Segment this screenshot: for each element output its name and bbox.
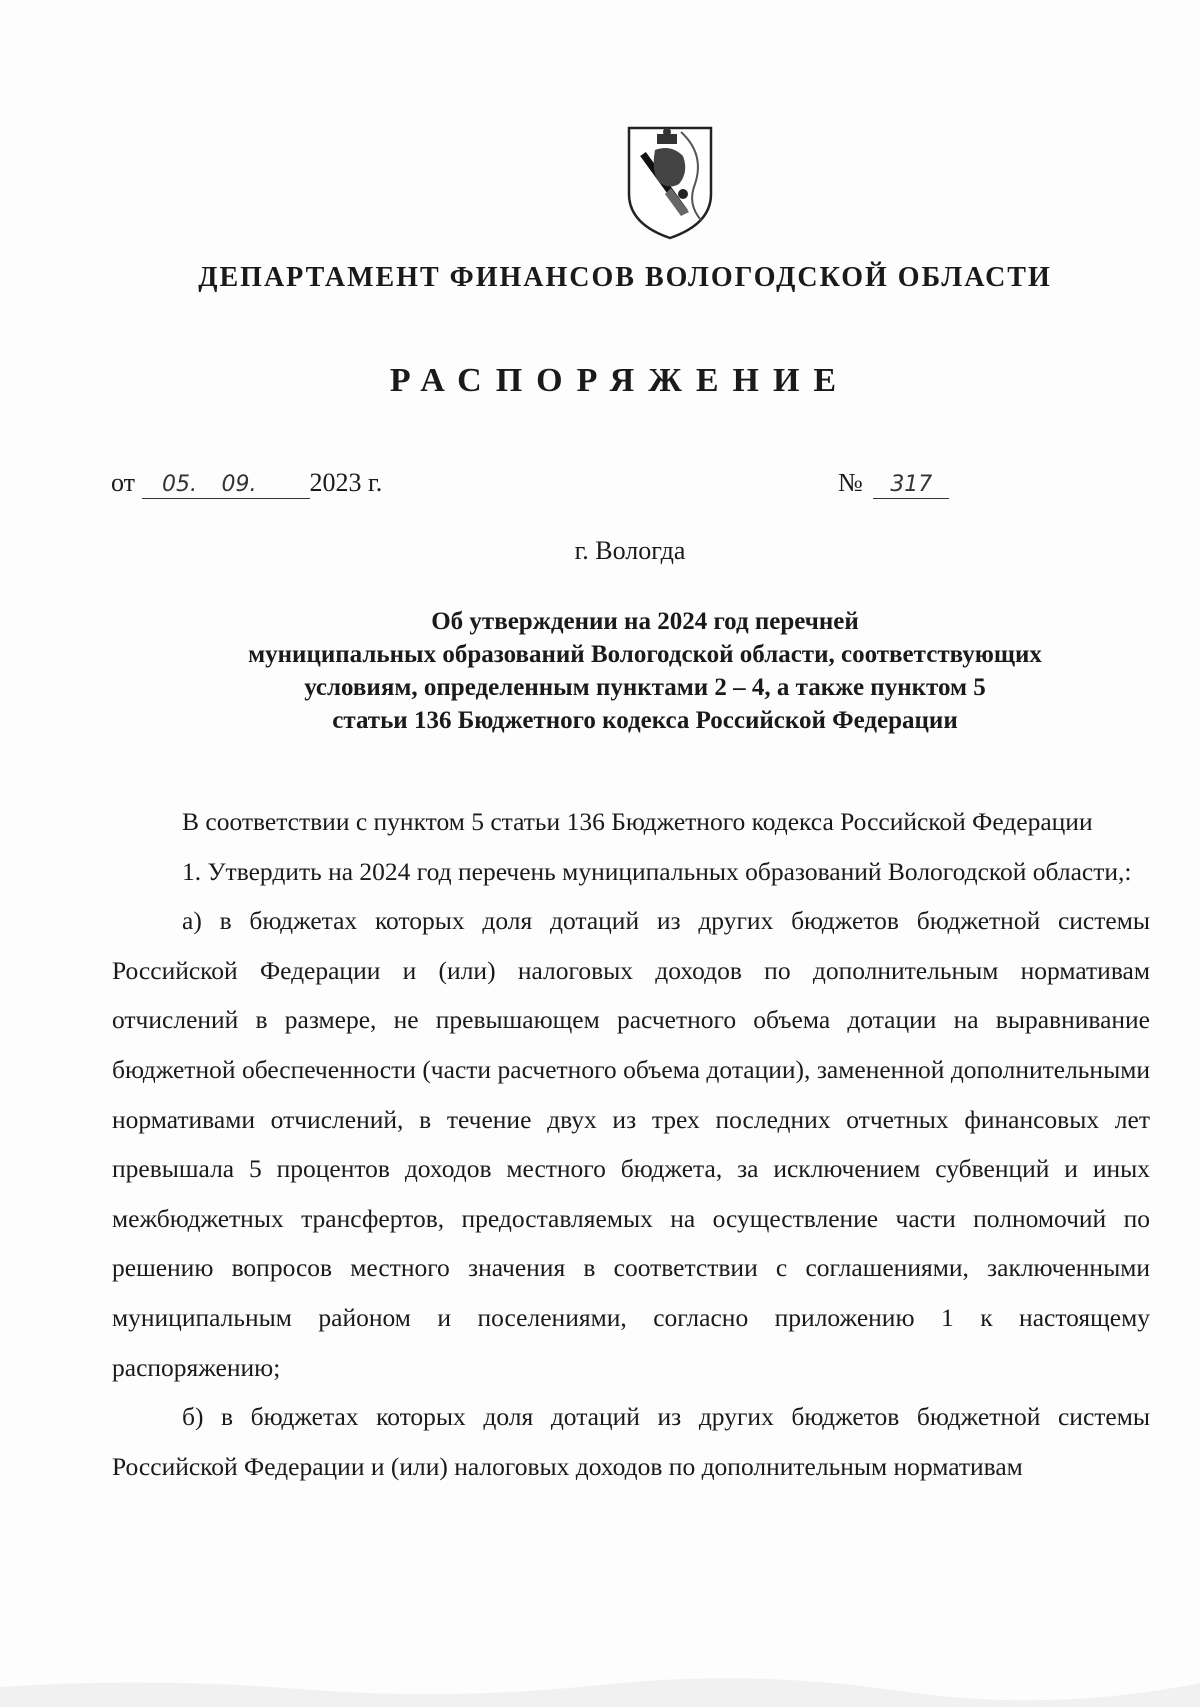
- title-line: статьи 136 Бюджетного кодекса Российской Федерации: [332, 707, 958, 734]
- document-number: [838, 468, 949, 499]
- number-prefix: №: [838, 468, 863, 497]
- handwritten-number: 317: [873, 472, 949, 499]
- title-line: условиям, определенным пунктами 2 – 4, а также пунктом 5: [304, 674, 986, 701]
- paragraph-preamble: В соответствии с пунктом 5 статьи 136 Бюджетного кодекса Российской Федерации: [182, 807, 1093, 836]
- paragraph-item-1b: б) в бюджетах которых доля дотаций из других бюджетов бюджетной системы Российской Федерации и (или) налоговых доходов по дополнительным нормативам: [112, 1402, 1150, 1481]
- handwritten-date-month: 09.: [218, 472, 310, 499]
- document-type: РАСПОРЯЖЕНИЕ: [389, 362, 851, 399]
- scan-edge-noise: [0, 1647, 1200, 1707]
- title-line: Об утверждении на 2024 год перечней: [431, 608, 859, 635]
- document-body: [112, 797, 1150, 1491]
- handwritten-date-day: 05.: [142, 472, 218, 499]
- date-year: 2023 г.: [309, 468, 383, 497]
- city: г. Вологда: [574, 536, 686, 565]
- date-prefix: от: [111, 468, 136, 497]
- coat-of-arms-icon: [625, 124, 715, 242]
- paragraph-item-1a: а) в бюджетах которых доля дотаций из других бюджетов бюджетной системы Российской Федерации и (или) налоговых доходов по дополнительным нормативам отчислений в размере, не превышающем расчетного объема дотации на выравнивание бюджетной обеспеченности (части расчетного объема дотации), замененной дополнительными нормативами отчислений, в течение двух из трех последних отчетных финансовых лет превышала 5 процентов доходов местного бюджета, за исключением субвенций и иных межбюджетных трансфертов, предоставляемых на осуществление части полномочий по решению вопросов местного значения в соответствии с соглашениями, заключенными муниципальным районом и поселениями, согласно приложению 1 к настоящему распоряжению;: [112, 906, 1150, 1382]
- document-date: [111, 468, 382, 499]
- title-line: муниципальных образований Вологодской области, соответствующих: [248, 641, 1042, 668]
- document-title: [150, 605, 1140, 737]
- department-name: ДЕПАРТАМЕНТ ФИНАНСОВ ВОЛОГОДСКОЙ ОБЛАСТИ: [198, 262, 1052, 293]
- paragraph-item-1: 1. Утвердить на 2024 год перечень муниципальных образований Вологодской области,:: [182, 856, 1132, 886]
